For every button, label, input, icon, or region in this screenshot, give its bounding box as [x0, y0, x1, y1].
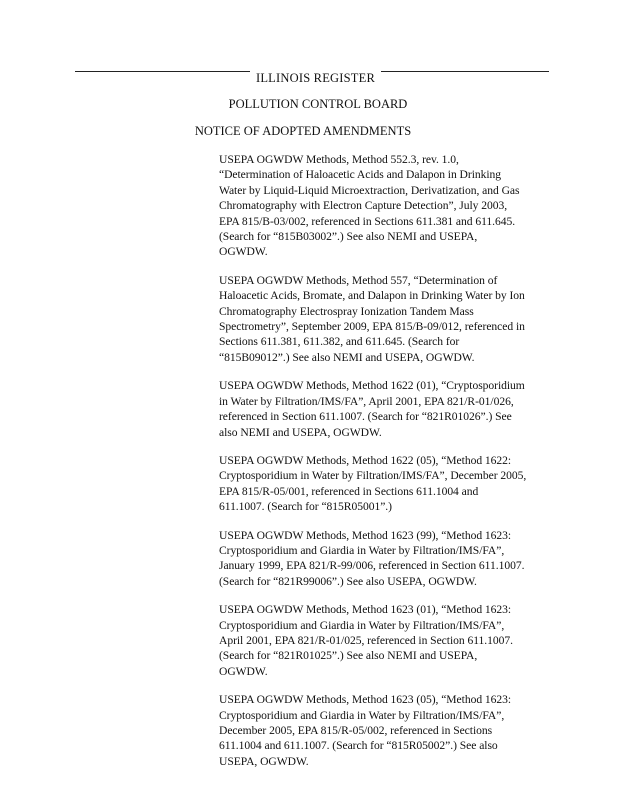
- entry-line: USEPA OGWDW Methods, Method 557, “Determination of: [219, 273, 498, 287]
- entry-line: “Determination of Haloacetic Acids and Dalapon in Drinking: [219, 168, 502, 182]
- entry-line: April 2001, EPA 821/R-01/025, referenced in Section 611.1007.: [219, 633, 513, 647]
- entry-line: December 2005, EPA 815/R-05/002, referenced in Sections: [219, 724, 493, 737]
- board-title: POLLUTION CONTROL BOARD: [228, 97, 408, 111]
- entry-line: USEPA OGWDW Methods, Method 1623 (05), “Method 1623:: [219, 693, 512, 707]
- entry-line: Haloacetic Acids, Bromate, and Dalapon in Drinking Water by Ion: [219, 289, 525, 303]
- register-title: ILLINOIS REGISTER: [255, 71, 375, 85]
- entry-line: USEPA, OGWDW.: [219, 754, 309, 768]
- entry-line: EPA 815/R-05/001, referenced in Sections 611.1004 and: [219, 484, 479, 498]
- entry-line: referenced in Section 611.1007. (Search for “821R01026”.) See: [219, 410, 512, 424]
- entry-line: Spectrometry”, September 2009, EPA 815/B-09/012, referenced in: [219, 320, 525, 334]
- entry-line: (Search for “815B03002”.) See also NEMI and USEPA,: [219, 230, 478, 244]
- entry-line: Cryptosporidium in Water by Filtration/IMS/FA”, December 2005,: [219, 469, 527, 483]
- reference-entry-1622-05: [219, 453, 554, 515]
- header-rule-right: [381, 71, 549, 72]
- entry-line: USEPA OGWDW Methods, Method 1622 (05), “Method 1622:: [219, 453, 512, 467]
- entry-line: Chromatography with Electron Capture Detection”, July 2003,: [219, 199, 508, 213]
- entry-line: (Search for “821R99006”.) See also USEPA, OGWDW.: [219, 574, 477, 588]
- entry-line: “815B09012”.) See also NEMI and USEPA, OGWDW.: [219, 350, 475, 364]
- reference-entry-1623-05: [219, 692, 554, 769]
- entry-line: USEPA OGWDW Methods, Method 552.3, rev. 1.0,: [219, 153, 459, 166]
- entry-line: 611.1007. (Search for “815R05001”.): [219, 500, 392, 514]
- entry-line: USEPA OGWDW Methods, Method 1622 (01), “Cryptosporidium: [219, 379, 525, 393]
- reference-entry-552-3: [219, 152, 554, 260]
- entry-line: OGWDW.: [219, 664, 268, 678]
- reference-entry-1623-99: [219, 528, 554, 590]
- entry-line: January 1999, EPA 821/R-99/006, referenced in Section 611.1007.: [219, 559, 525, 573]
- entry-line: Cryptosporidium and Giardia in Water by Filtration/IMS/FA”,: [219, 618, 505, 632]
- entry-line: Sections 611.381, 611.382, and 611.645. (Search for: [219, 335, 460, 349]
- entry-line: 611.1004 and 611.1007. (Search for “815R05002”.) See also: [219, 739, 498, 753]
- entry-line: Cryptosporidium and Giardia in Water by Filtration/IMS/FA”,: [219, 543, 505, 557]
- entry-line: Chromatography Electrospray Ionization Tandem Mass: [219, 304, 474, 318]
- entry-line: (Search for “821R01025”.) See also NEMI and USEPA,: [219, 649, 478, 663]
- entry-line: USEPA OGWDW Methods, Method 1623 (01), “Method 1623:: [219, 603, 512, 617]
- entry-line: Cryptosporidium and Giardia in Water by Filtration/IMS/FA”,: [219, 708, 505, 722]
- entry-line: OGWDW.: [219, 245, 268, 259]
- reference-list: [219, 152, 554, 782]
- notice-title: NOTICE OF ADOPTED AMENDMENTS: [194, 124, 412, 138]
- reference-entry-1622-01: [219, 378, 554, 440]
- reference-entry-557: [219, 273, 554, 365]
- entry-line: USEPA OGWDW Methods, Method 1623 (99), “Method 1623:: [219, 528, 512, 542]
- entry-line: EPA 815/B-03/002, referenced in Sections 611.381 and 611.645.: [219, 214, 516, 228]
- entry-line: Water by Liquid-Liquid Microextraction, Derivatization, and Gas: [219, 183, 520, 197]
- reference-entry-1623-01: [219, 602, 554, 679]
- header-rule-left: [75, 71, 250, 72]
- entry-line: also NEMI and USEPA, OGWDW.: [219, 425, 382, 439]
- entry-line: in Water by Filtration/IMS/FA”, April 2001, EPA 821/R-01/026,: [219, 394, 514, 408]
